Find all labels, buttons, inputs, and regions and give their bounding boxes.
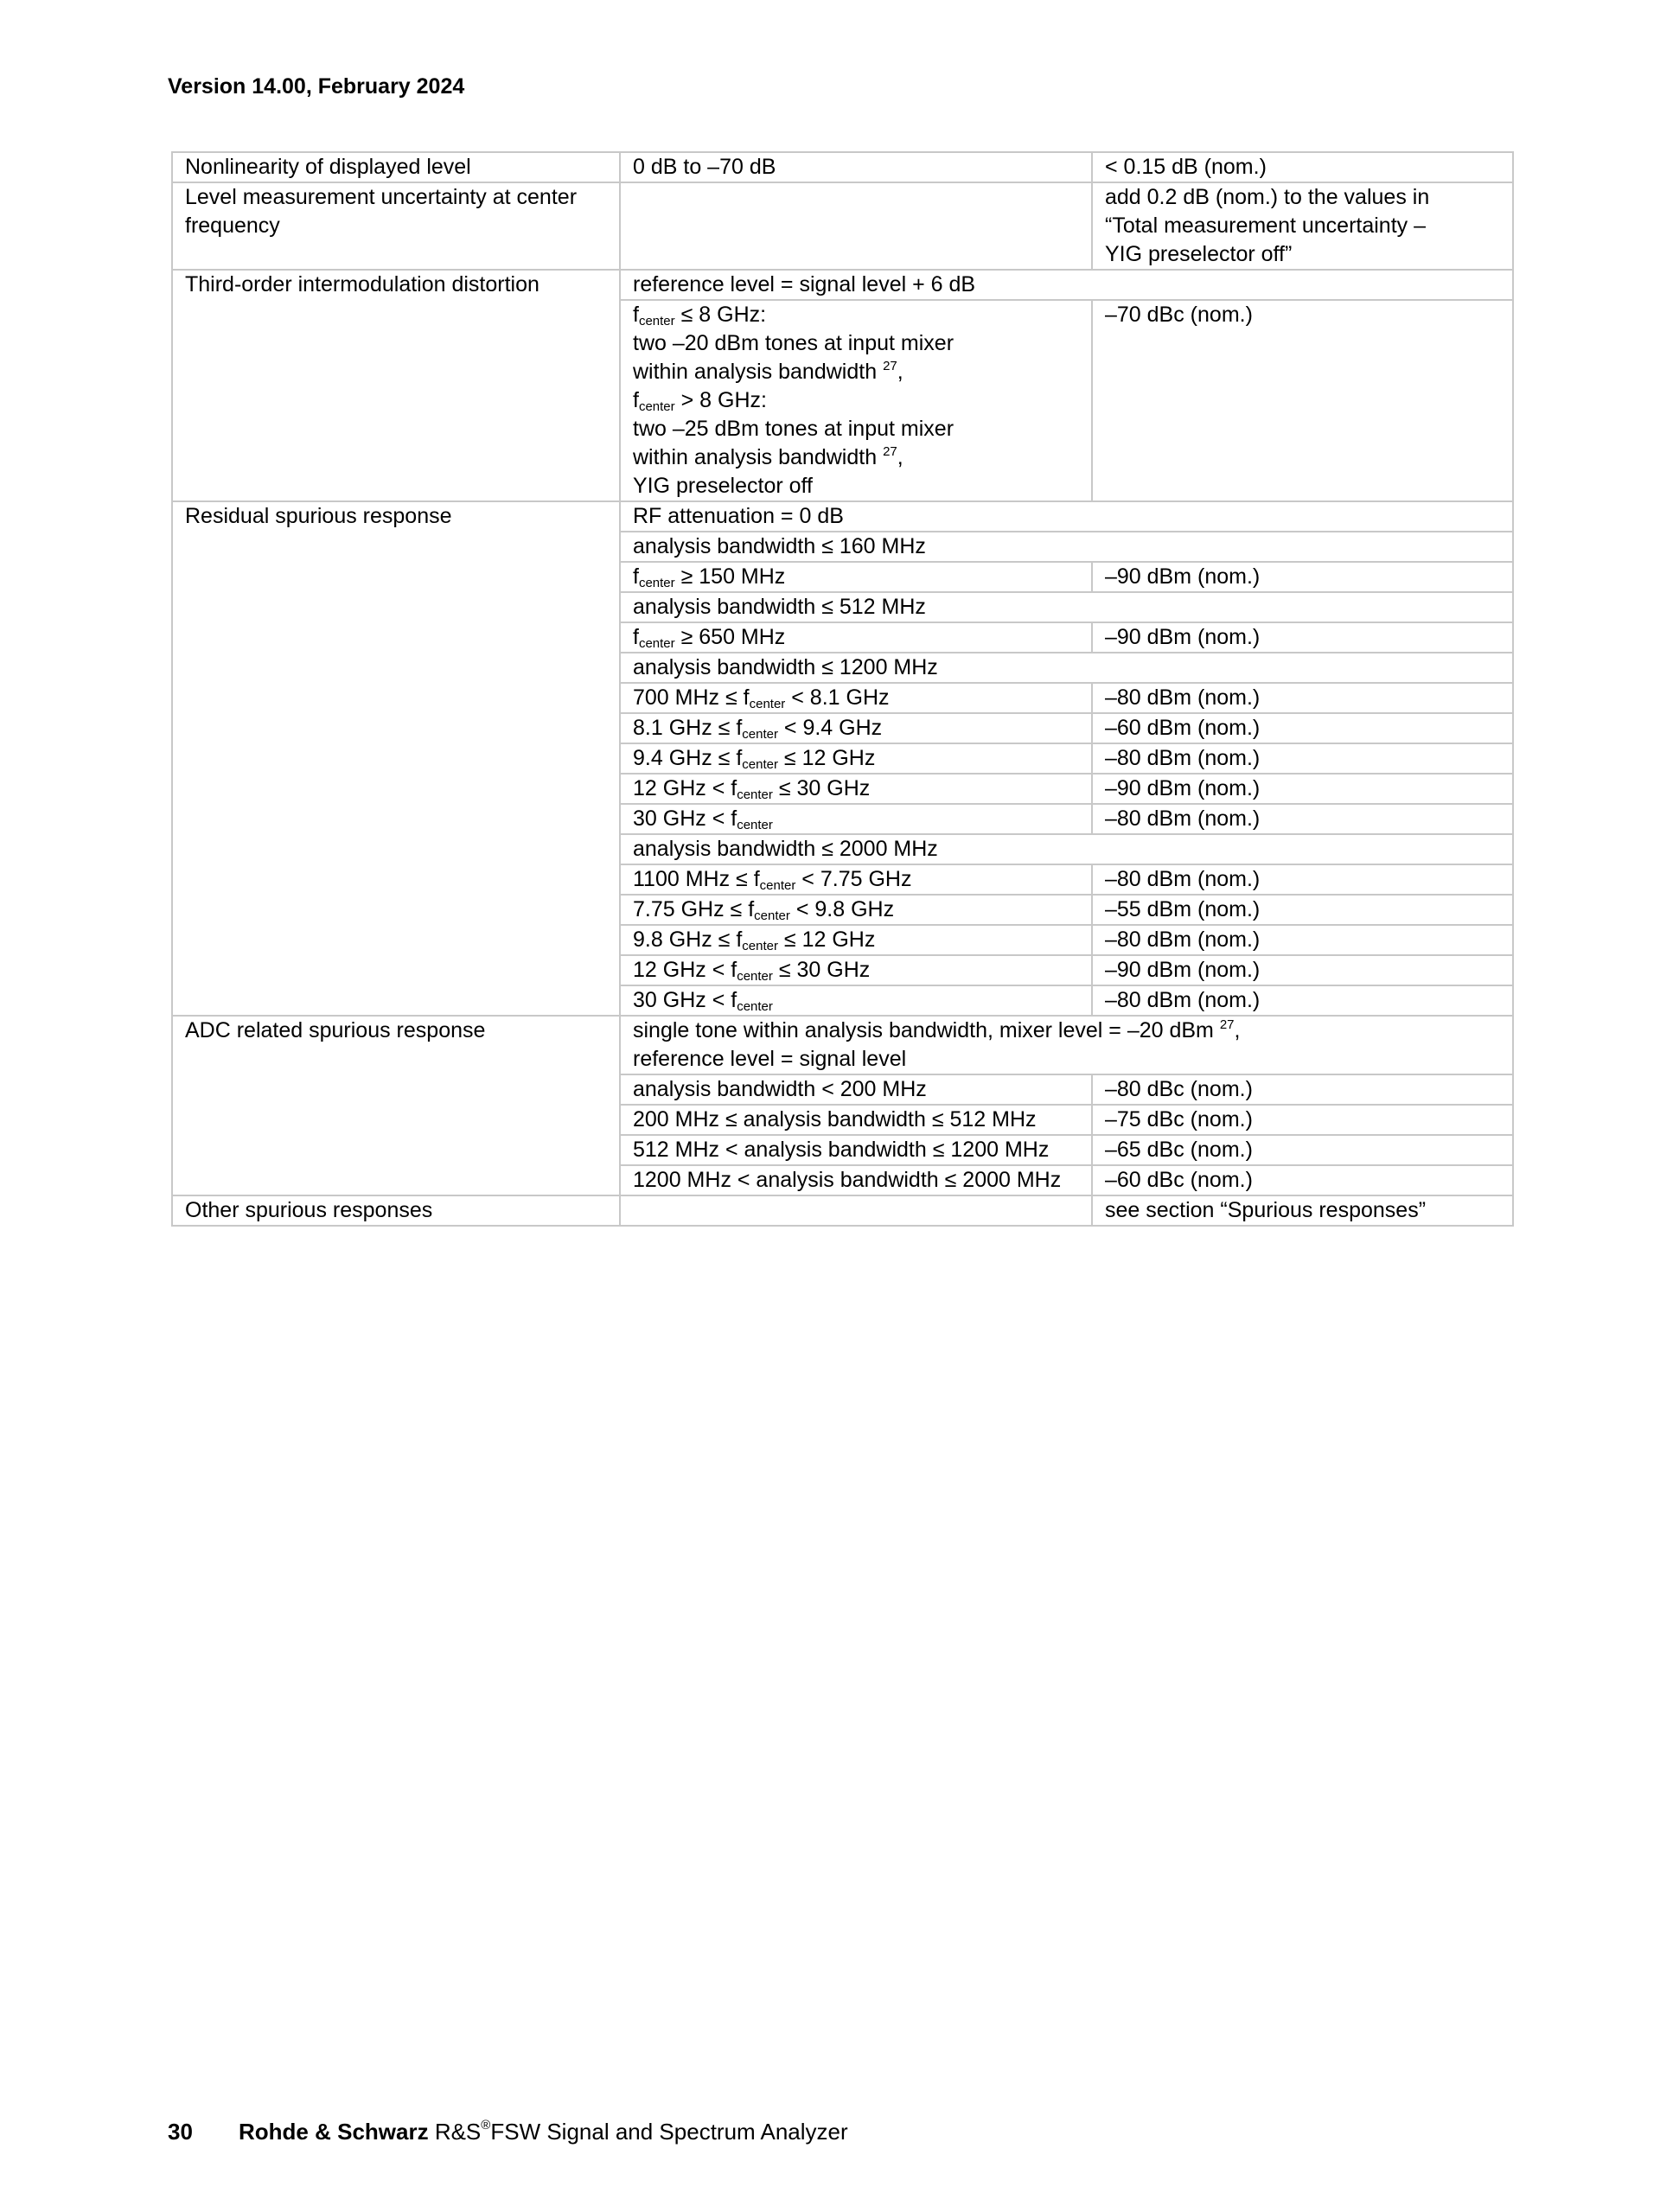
value-cell: < 0.15 dB (nom.) [1092, 152, 1513, 182]
condition-text: 30 GHz < [633, 988, 731, 1012]
subscript-center: center [749, 697, 786, 711]
subscript-center: center [742, 757, 778, 772]
condition-text: > 8 GHz: [674, 388, 767, 412]
condition-text: ≤ 12 GHz [777, 746, 876, 770]
subscript-center: center [638, 636, 675, 651]
condition-text: ≥ 650 MHz [674, 625, 786, 649]
param-label: Nonlinearity of displayed level [172, 152, 620, 182]
symbol-f: f [736, 928, 743, 952]
subscript-center: center [742, 727, 778, 742]
condition-cell [620, 985, 1092, 1016]
condition-cell [620, 182, 1092, 270]
symbol-f: f [633, 388, 639, 412]
condition-text: ≥ 150 MHz [674, 564, 786, 589]
param-label: Third-order intermodulation distortion [172, 270, 620, 501]
symbol-f: f [736, 746, 743, 770]
subscript-center: center [737, 999, 773, 1014]
value-cell: –60 dBm (nom.) [1092, 713, 1513, 743]
symbol-f: f [731, 776, 737, 800]
condition-text: 700 MHz ≤ [633, 685, 744, 710]
condition-text: 7.75 GHz ≤ [633, 897, 749, 921]
product-name: FSW Signal and Spectrum Analyzer [490, 2119, 848, 2145]
table-row [172, 152, 1513, 182]
value-cell: –80 dBm (nom.) [1092, 743, 1513, 774]
condition-cell [620, 683, 1092, 713]
condition-line: two –20 dBm tones at input mixer [633, 331, 954, 355]
condition-text: ≤ 30 GHz [772, 958, 871, 982]
spec-table [171, 151, 1514, 1227]
condition-text: within analysis bandwidth [633, 445, 884, 469]
subscript-center: center [759, 878, 796, 893]
condition-text: 8.1 GHz ≤ [633, 716, 737, 740]
value-cell: –80 dBm (nom.) [1092, 683, 1513, 713]
symbol-f: f [748, 897, 755, 921]
table-row [172, 501, 1513, 532]
condition-cell [620, 300, 1092, 501]
subscript-center: center [737, 787, 773, 802]
condition-cell: RF attenuation = 0 dB [620, 501, 1513, 532]
document-version-header: Version 14.00, February 2024 [168, 74, 465, 99]
condition-cell [620, 804, 1092, 834]
condition-cell: 512 MHz < analysis bandwidth ≤ 1200 MHz [620, 1135, 1092, 1165]
value-cell: –60 dBc (nom.) [1092, 1165, 1513, 1195]
condition-line [633, 358, 1079, 386]
symbol-f: f [743, 685, 750, 710]
condition-text: within analysis bandwidth [633, 360, 884, 384]
footnote-ref[interactable]: 27 [1219, 1017, 1235, 1032]
condition-line: reference level = signal level [633, 1047, 907, 1071]
value-cell: –80 dBm (nom.) [1092, 804, 1513, 834]
condition-cell: reference level = signal level + 6 dB [620, 270, 1513, 300]
value-line: YIG preselector off” [1105, 242, 1293, 266]
bandwidth-group-header: analysis bandwidth ≤ 1200 MHz [620, 653, 1513, 683]
param-label: Other spurious responses [172, 1195, 620, 1226]
value-cell: –90 dBm (nom.) [1092, 774, 1513, 804]
table-row [172, 270, 1513, 300]
footnote-ref[interactable]: 27 [883, 444, 897, 459]
condition-cell [620, 925, 1092, 955]
condition-cell [620, 622, 1092, 653]
value-cell: –90 dBm (nom.) [1092, 562, 1513, 592]
value-line: add 0.2 dB (nom.) to the values in [1105, 185, 1430, 209]
symbol-f: f [753, 867, 760, 891]
punctuation: , [897, 360, 903, 384]
subscript-center: center [638, 576, 675, 590]
param-label: ADC related spurious response [172, 1016, 620, 1195]
condition-cell [620, 774, 1092, 804]
param-label: Residual spurious response [172, 501, 620, 1016]
page-number: 30 [168, 2119, 193, 2145]
punctuation: , [1234, 1018, 1241, 1042]
condition-cell [620, 864, 1092, 895]
condition-cell [620, 1195, 1092, 1226]
subscript-center: center [737, 818, 773, 832]
condition-text: ≤ 30 GHz [772, 776, 871, 800]
subscript-center: center [638, 399, 675, 414]
condition-cell [620, 743, 1092, 774]
condition-text: 12 GHz < [633, 958, 731, 982]
condition-line [633, 1017, 1500, 1045]
table-row [172, 1195, 1513, 1226]
page-footer [168, 2119, 848, 2145]
footnote-ref[interactable]: 27 [883, 359, 897, 373]
value-cell: –55 dBm (nom.) [1092, 895, 1513, 925]
bandwidth-group-header: analysis bandwidth ≤ 512 MHz [620, 592, 1513, 622]
condition-cell [620, 895, 1092, 925]
condition-text: ≤ 12 GHz [777, 928, 876, 952]
value-cell [1092, 182, 1513, 270]
bandwidth-group-header: analysis bandwidth ≤ 160 MHz [620, 532, 1513, 562]
condition-cell: 1200 MHz < analysis bandwidth ≤ 2000 MHz [620, 1165, 1092, 1195]
value-cell: –80 dBm (nom.) [1092, 864, 1513, 895]
bandwidth-group-header: analysis bandwidth ≤ 2000 MHz [620, 834, 1513, 864]
condition-cell: analysis bandwidth < 200 MHz [620, 1074, 1092, 1105]
condition-line [633, 443, 1079, 472]
condition-line [633, 386, 1079, 415]
value-cell: –75 dBc (nom.) [1092, 1105, 1513, 1135]
condition-text: ≤ 8 GHz: [674, 303, 767, 327]
condition-cell [620, 1016, 1513, 1074]
symbol-f: f [731, 958, 737, 982]
table-row [172, 182, 1513, 270]
symbol-f: f [736, 716, 743, 740]
param-label: Level measurement uncertainty at center frequency [172, 182, 620, 270]
condition-text: 30 GHz < [633, 806, 731, 831]
condition-text: 1100 MHz ≤ [633, 867, 754, 891]
value-cell: –80 dBm (nom.) [1092, 925, 1513, 955]
symbol-f: f [633, 303, 639, 327]
registered-mark: ® [481, 2118, 491, 2132]
condition-cell: 200 MHz ≤ analysis bandwidth ≤ 512 MHz [620, 1105, 1092, 1135]
condition-text: 12 GHz < [633, 776, 731, 800]
subscript-center: center [754, 908, 790, 923]
value-cell: –90 dBm (nom.) [1092, 955, 1513, 985]
condition-text: 9.4 GHz ≤ [633, 746, 737, 770]
condition-text: < 8.1 GHz [785, 685, 890, 710]
value-cell: –80 dBc (nom.) [1092, 1074, 1513, 1105]
value-line: “Total measurement uncertainty – [1105, 214, 1427, 238]
condition-text: < 9.8 GHz [789, 897, 895, 921]
condition-text: single tone within analysis bandwidth, mixer level = –20 dBm [633, 1018, 1220, 1042]
condition-cell [620, 713, 1092, 743]
symbol-f: f [731, 988, 737, 1012]
condition-line [633, 301, 1079, 329]
symbol-f: f [633, 625, 639, 649]
table-row [172, 1016, 1513, 1074]
condition-text: < 9.4 GHz [777, 716, 883, 740]
value-cell: see section “Spurious responses” [1092, 1195, 1513, 1226]
condition-text: < 7.75 GHz [795, 867, 912, 891]
product-prefix: R&S [428, 2119, 482, 2145]
subscript-center: center [737, 969, 773, 984]
condition-line: YIG preselector off [633, 474, 813, 498]
value-cell: –70 dBc (nom.) [1092, 300, 1513, 501]
value-cell: –65 dBc (nom.) [1092, 1135, 1513, 1165]
value-cell: –80 dBm (nom.) [1092, 985, 1513, 1016]
value-cell: –90 dBm (nom.) [1092, 622, 1513, 653]
condition-cell [620, 562, 1092, 592]
symbol-f: f [633, 564, 639, 589]
condition-cell [620, 955, 1092, 985]
punctuation: , [897, 445, 903, 469]
subscript-center: center [638, 314, 675, 328]
condition-cell: 0 dB to –70 dB [620, 152, 1092, 182]
brand-name: Rohde & Schwarz [239, 2119, 429, 2145]
symbol-f: f [731, 806, 737, 831]
condition-text: 9.8 GHz ≤ [633, 928, 737, 952]
condition-line: two –25 dBm tones at input mixer [633, 417, 954, 441]
subscript-center: center [742, 939, 778, 953]
